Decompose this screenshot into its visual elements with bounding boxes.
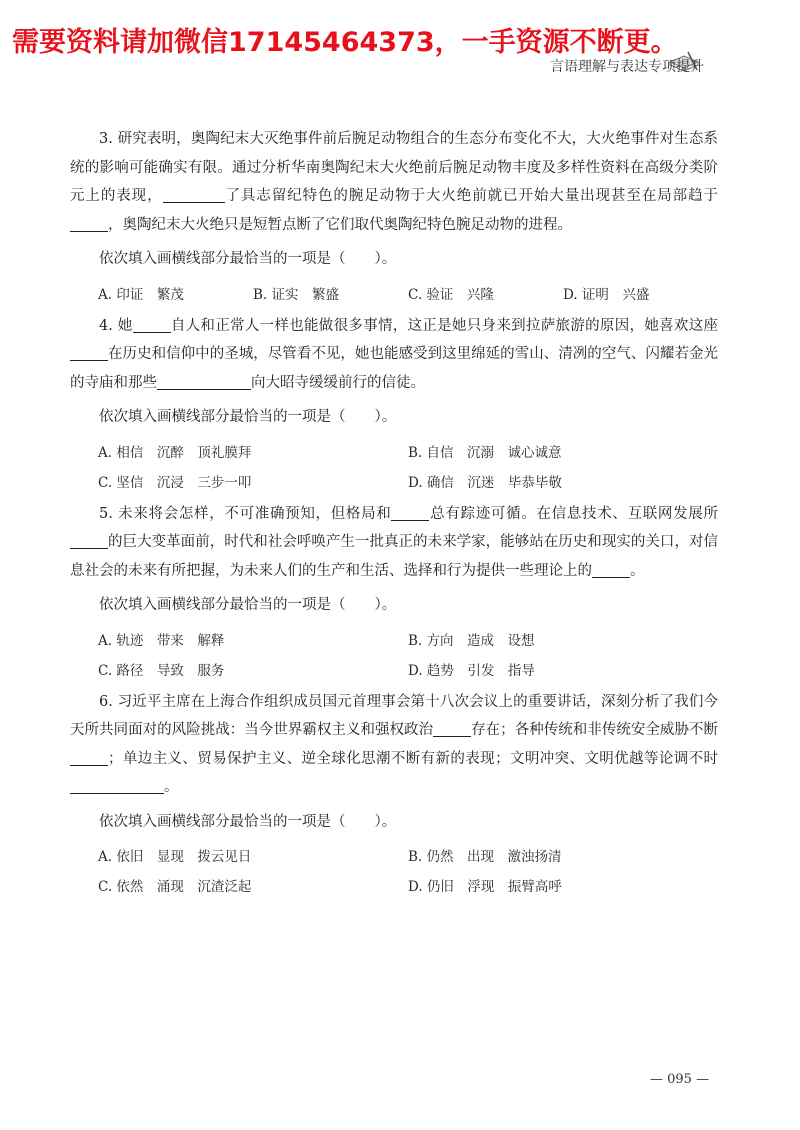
option-b: B. 证实 繁盛 xyxy=(253,286,340,303)
blank xyxy=(133,317,171,333)
option-c: C. 验证 兴隆 xyxy=(408,286,494,303)
blank xyxy=(592,562,630,578)
question-3 xyxy=(70,125,718,310)
page-number: — 095 — xyxy=(650,1072,710,1087)
option-c: C. 路径 导致 服务 xyxy=(98,662,225,679)
option-a: A. 相信 沉醉 顶礼膜拜 xyxy=(98,444,252,461)
options xyxy=(70,842,718,902)
option-b: B. 方向 造成 设想 xyxy=(408,632,535,649)
blank xyxy=(70,534,108,550)
question-text: 5. 未来将会怎样，不可准确预知，但格局和 总有踪迹可循。在信息技术、互联网发展所的巨大变革面前，时代和社会呼唤产生一批真正的未来学家，能够站在历史和现实的关口，对信息社会的未来有所把握，为未来人们的生产和生活、选择和行为提供一些理论上的 。 xyxy=(70,505,718,579)
option-a: A. 印证 繁茂 xyxy=(98,286,184,303)
blank xyxy=(157,374,251,390)
blank xyxy=(70,750,108,766)
blank xyxy=(433,722,471,738)
question-text: 3. 研究表明，奥陶纪末大灭绝事件前后腕足动物组合的生态分布变化不大，大火绝事件对生态系统的影响可能确实有限。通过分析华南奥陶纪末大火绝前后腕足动物丰度及多样性资料在高级分类阶元上的表现， 了具志留纪特色的腕足动物于大火绝前就已开始大量出现甚至在局部趋于，奥陶纪末大火绝只是短暂点断了它们取代奥陶纪特色腕足动物的进程。 xyxy=(70,131,719,233)
question-stem: 依次填入画横线部分最恰当的一项是（ ）。 xyxy=(99,813,397,830)
question-6 xyxy=(70,688,718,903)
blank xyxy=(70,346,108,362)
question-list xyxy=(70,125,718,904)
question-stem: 依次填入画横线部分最恰当的一项是（ ）。 xyxy=(99,597,397,613)
option-c: C. 坚信 沉浸 三步一叩 xyxy=(98,474,252,491)
blank xyxy=(163,188,225,204)
blank xyxy=(70,216,108,232)
options xyxy=(70,438,718,498)
option-b: B. 自信 沉溺 诚心诚意 xyxy=(408,444,562,461)
option-d: D. 确信 沉迷 毕恭毕敬 xyxy=(408,474,562,491)
option-d: D. 证明 兴盛 xyxy=(563,286,650,303)
option-c: C. 依然 涌现 沉渣泛起 xyxy=(98,879,252,895)
option-a: A. 轨迹 带来 解释 xyxy=(98,632,225,649)
option-a: A. 依旧 显现 拨云见日 xyxy=(98,849,252,865)
question-text: 4. 她 自人和正常人一样也能做很多事情，这正是她只身来到拉萨旅游的原因，她喜欢这座在历史和信仰中的圣城，尽管看不见，她也能感受到这里绵延的雪山、清冽的空气、闪耀若金光的寺庙和那些 向大昭寺缓缓前行的信徒。 xyxy=(70,317,718,391)
question-stem: 依次填入画横线部分最恰当的一项是（ ）。 xyxy=(99,409,397,425)
question-5 xyxy=(70,500,718,686)
options xyxy=(70,280,718,310)
question-text: 6. 习近平主席在上海合作组织成员国元首理事会第十八次会议上的重要讲话，深刻分析了我们今天所共同面对的风险挑战：当今世界霸权主义和强权政治 存在；各种传统和非传统安全威胁不断；单边主义、贸易保护主义、逆全球化思潮不断有新的表现；文明冲突、文明优越等论调不时。 xyxy=(70,693,718,795)
options xyxy=(70,626,718,686)
option-d: D. 趋势 引发 指导 xyxy=(408,662,535,679)
watermark-banner: 需要资料请加微信17145464373，一手资源不断更。 xyxy=(12,27,678,58)
option-b: B. 仍然 出现 激浊扬清 xyxy=(408,849,562,865)
blank xyxy=(391,505,429,521)
question-stem: 依次填入画横线部分最恰当的一项是（ ）。 xyxy=(99,251,397,267)
option-d: D. 仍旧 浮现 振臂高呼 xyxy=(408,879,562,895)
blank xyxy=(70,779,164,795)
section-header: 言语理解与表达专项提升 xyxy=(550,59,704,75)
question-4 xyxy=(70,312,718,498)
